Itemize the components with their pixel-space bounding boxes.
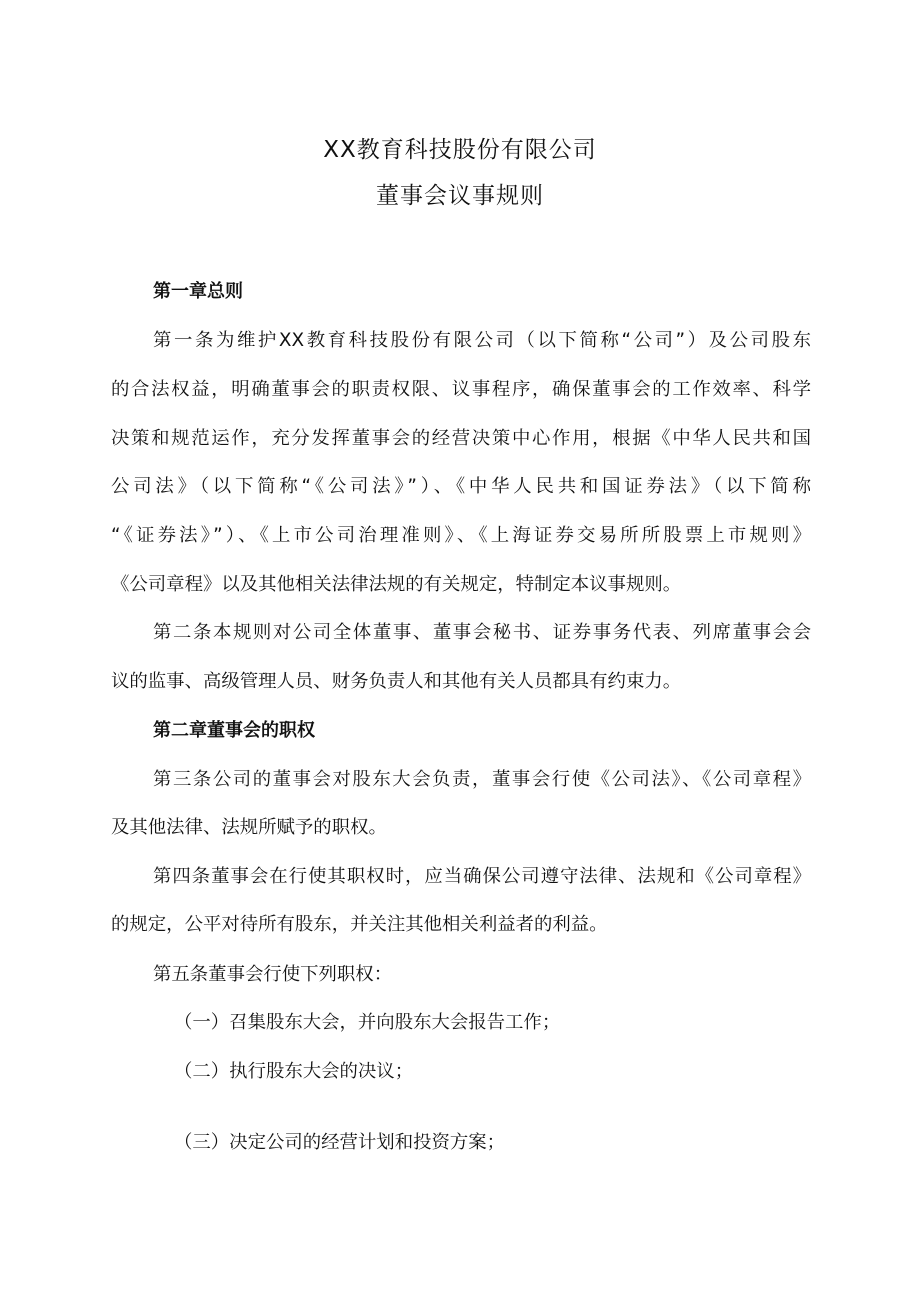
article-2-line: 议的监事、高级管理人员、财务负责人和其他有关人员都具有约束力。 [111,671,682,692]
article-1-line: “《证券法》”）、《上市公司治理准则》、《上海证券交易所所股票上市规则》 [111,525,811,546]
article-3-line: 第三条公司的董事会对股东大会负责，董事会行使《公司法》、《公司章程》 [153,769,811,790]
article-5-intro: 第五条董事会行使下列职权： [153,964,393,985]
article-4-line: 的规定，公平对待所有股东，并关注其他相关利益者的利益。 [111,914,608,935]
list-item: （三）决定公司的经营计划和投资方案； [174,1132,506,1153]
article-2-line: 第二条本规则对公司全体董事、董事会秘书、证券事务代表、列席董事会会 [153,622,811,643]
document-title-rules: 董事会议事规则 [376,183,544,209]
chapter-heading-board-powers: 第二章董事会的职权 [153,720,315,741]
article-1-line: 第一条为维护XX教育科技股份有限公司（以下简称“公司”）及公司股东 [153,330,811,351]
article-1-line: 决策和规范运作，充分发挥董事会的经营决策中心作用，根据《中华人民共和国 [111,428,811,449]
article-1-line: 《公司章程》以及其他相关法律法规的有关规定，特制定本议事规则。 [111,574,682,595]
article-1-line: 的合法权益，明确董事会的职责权限、议事程序，确保董事会的工作效率、科学 [111,379,811,400]
list-item: （二）执行股东大会的决议； [174,1061,414,1082]
list-item: （一）召集股东大会，并向股东大会报告工作； [174,1012,561,1033]
article-1-line: 公司法》（以下简称“《公司法》”）、《中华人民共和国证券法》（以下简称 [111,476,811,497]
article-4-line: 第四条董事会在行使其职权时，应当确保公司遵守法律、法规和《公司章程》 [153,866,811,887]
document-title-company: XX教育科技股份有限公司 [323,137,597,163]
chapter-heading-general: 第一章总则 [153,281,243,302]
article-3-line: 及其他法律、法规所赋予的职权。 [111,817,387,838]
